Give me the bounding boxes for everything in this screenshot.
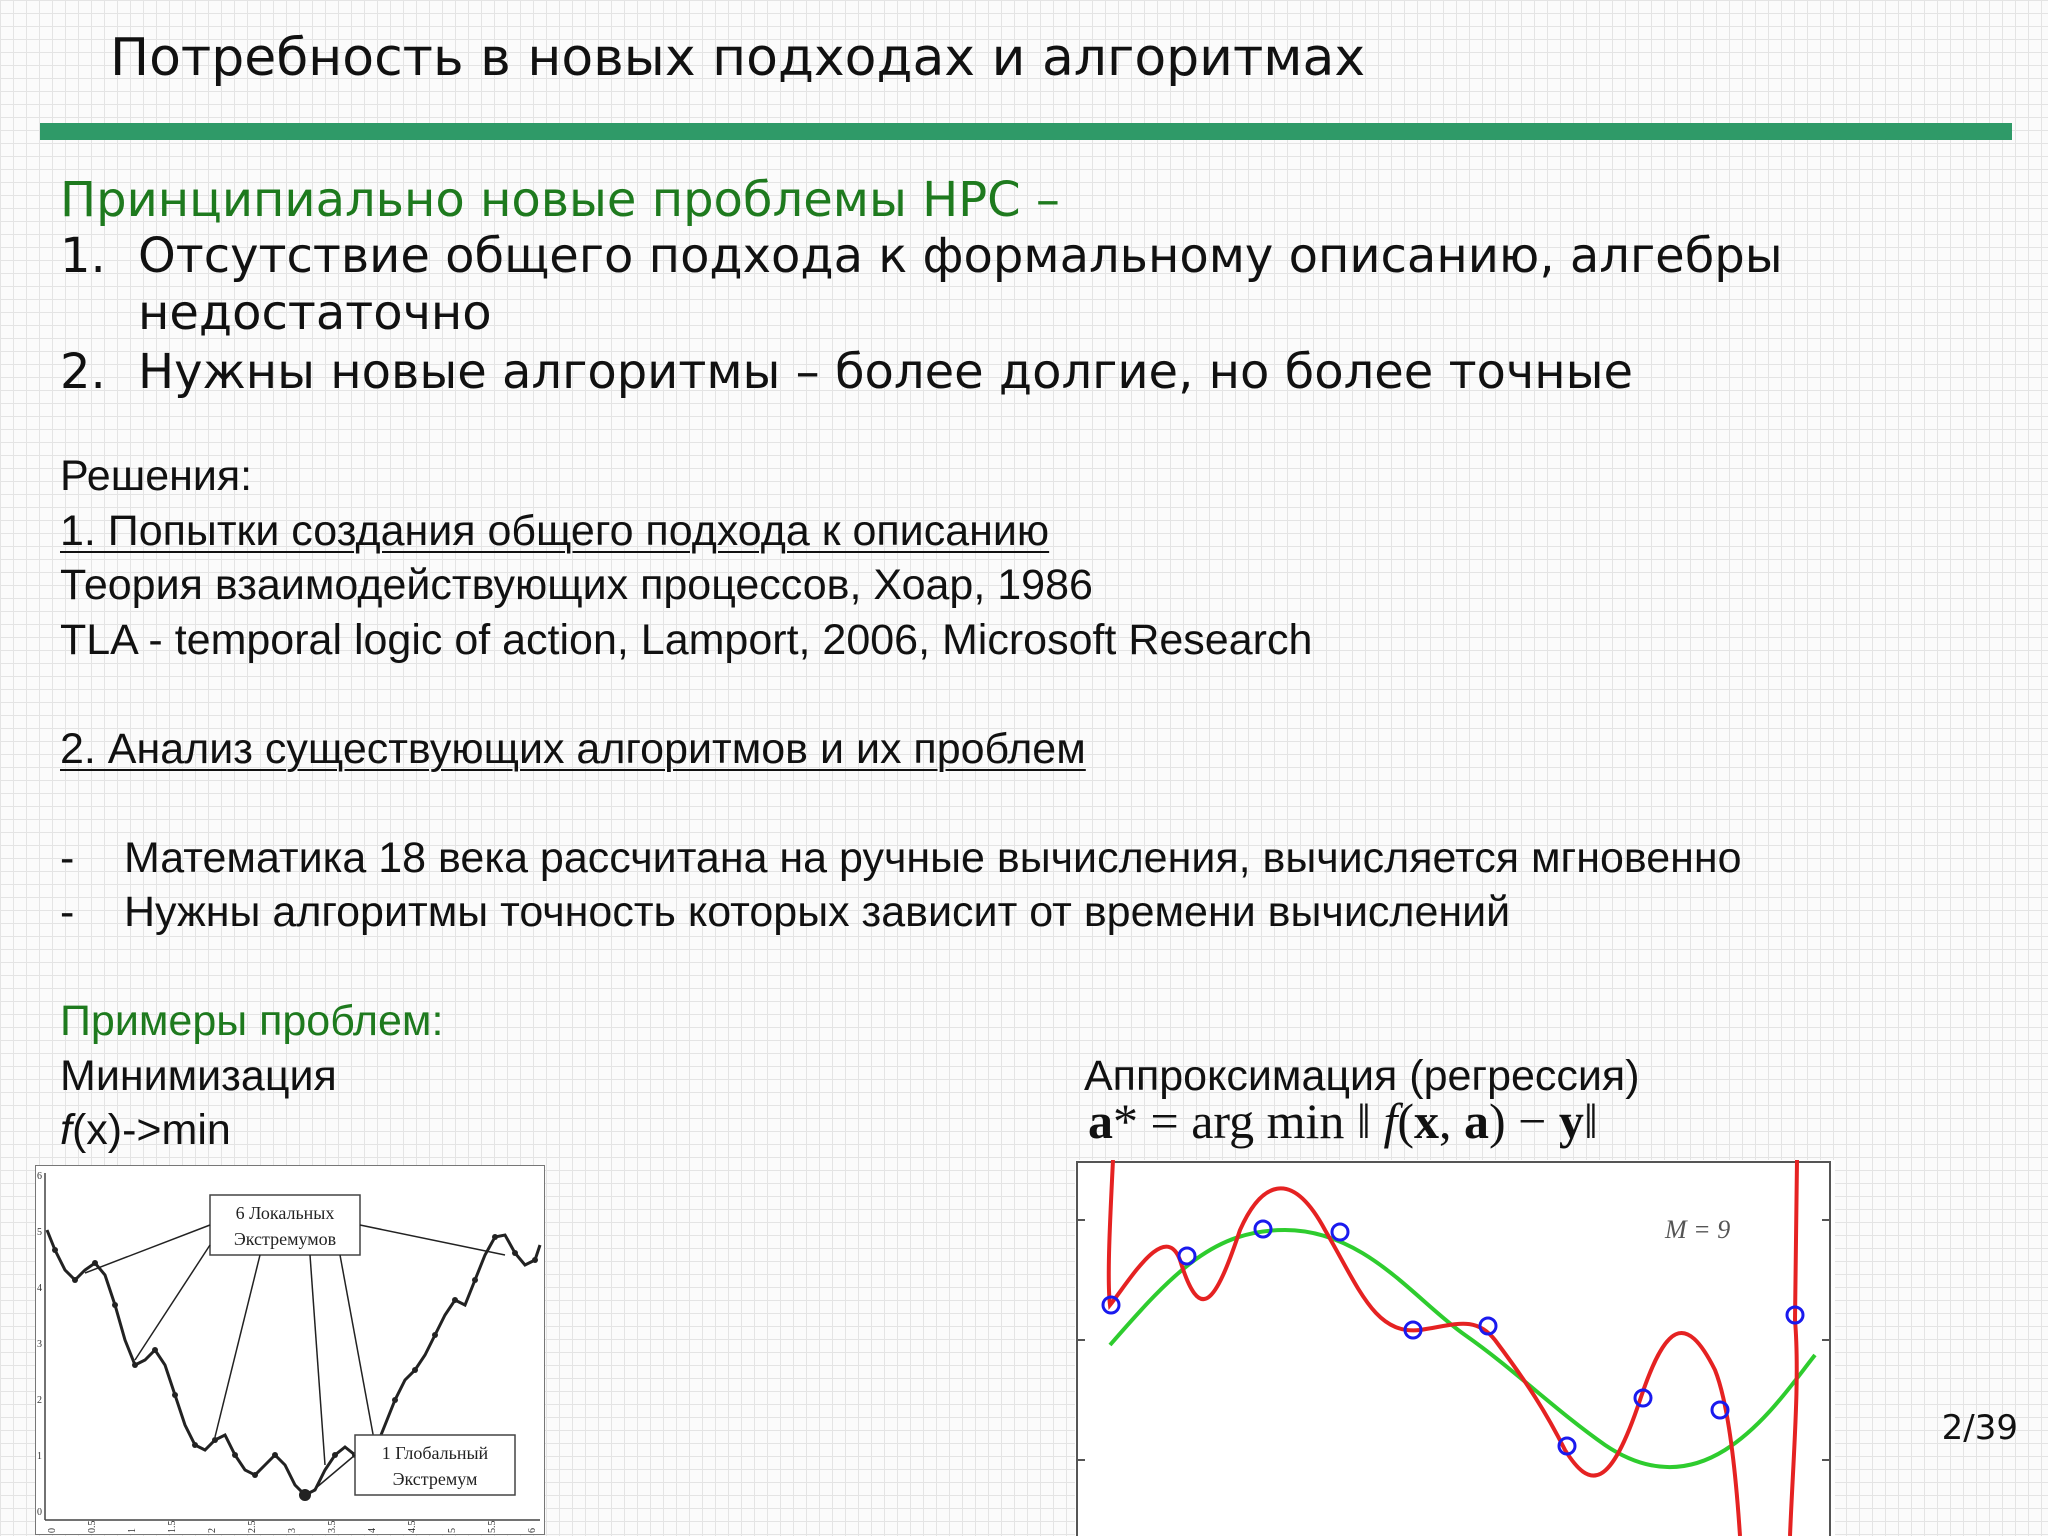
problem-text: Нужны новые алгоритмы – более долгие, но более точные [138,344,1634,400]
problem-number: 1. [60,228,106,284]
problem-item-2 [60,344,1633,400]
y-tick: 2 [37,1395,42,1406]
minimization-expression [60,1106,231,1155]
x-tick: 2.5 [247,1520,258,1533]
bullet-item [60,834,1742,883]
problem-item-1 [60,228,1783,284]
minimization-figure [35,1165,545,1535]
solution-1-title: 1. Попытки создания общего подхода к описанию [60,507,1050,555]
formula-f: f [1383,1093,1398,1149]
solution-1-line: TLA - temporal logic of action, Lamport, 2006, Microsoft Research [60,616,1313,664]
minimization-label: Минимизация [60,1052,337,1100]
problem-text: Отсутствие общего подхода к формальному описанию, алгебры [138,228,1783,284]
formula-a: a [1088,1093,1113,1149]
formula-argmin: * = arg min [1113,1093,1345,1149]
solution-2-title: 2. Анализ существующих алгоритмов и их проблем [60,725,1086,773]
x-tick: 1.5 [167,1520,178,1533]
approximation-label: Аппроксимация (регрессия) [1084,1052,1640,1100]
x-tick: 0 [47,1528,58,1533]
y-tick: 6 [37,1171,42,1182]
problems-heading: Принципиально новые проблемы HPC – [60,172,1060,228]
formula-x: x [1414,1093,1440,1149]
x-tick: 5.5 [487,1520,498,1533]
x-tick: 0.5 [87,1520,98,1533]
y-tick: 1 [37,1451,42,1462]
function-symbol: f [60,1106,72,1154]
x-tick: 6 [527,1528,538,1533]
examples-heading: Примеры проблем: [60,997,444,1045]
solutions-heading: Решения: [60,452,253,500]
formula-y: y [1558,1093,1584,1149]
x-tick: 2 [207,1528,218,1533]
expression-rest: (x)->min [71,1106,231,1154]
model-order-label: M = 9 [1665,1215,1731,1244]
x-tick: 1 [127,1528,138,1533]
solution-1-line: Теория взаимодействующих процессов, Хоар, 1986 [60,561,1093,609]
callout-global-line1: 1 Глобальный [381,1443,489,1463]
problem-item-1-continuation: недостаточно [138,285,492,341]
x-tick: 4.5 [407,1520,418,1533]
y-tick: 3 [37,1339,42,1350]
y-tick: 0 [37,1507,42,1518]
callout-local-line1: 6 Локальных [235,1203,335,1223]
problem-number: 2. [60,344,106,400]
y-tick: 5 [37,1227,42,1238]
regression-formula: a* = arg min ‖ f(x, a) − y‖ [1088,1093,1598,1149]
callout-local-line2: Экстремумов [233,1229,337,1249]
x-tick: 3 [287,1528,298,1533]
callout-global-line2: Экстремум [392,1469,478,1489]
bullet-text: Математика 18 века рассчитана на ручные вычисления, вычисляется мгновенно [124,834,1742,882]
y-tick: 4 [37,1283,42,1294]
x-tick: 3.5 [327,1520,338,1533]
formula-a2: a [1464,1093,1490,1149]
bullet-mark: - [60,888,75,936]
page-number: 2/39 [1941,1408,2018,1448]
slide-title: Потребность в новых подходах и алгоритмах [110,28,1366,88]
bullet-item [60,888,1510,937]
x-tick: 4 [367,1528,378,1533]
bullet-mark: - [60,834,75,882]
title-divider [40,123,2012,140]
x-tick: 5 [447,1528,458,1533]
bullet-text: Нужны алгоритмы точность которых зависит от времени вычислений [124,888,1511,936]
regression-figure [1075,1160,1835,1536]
